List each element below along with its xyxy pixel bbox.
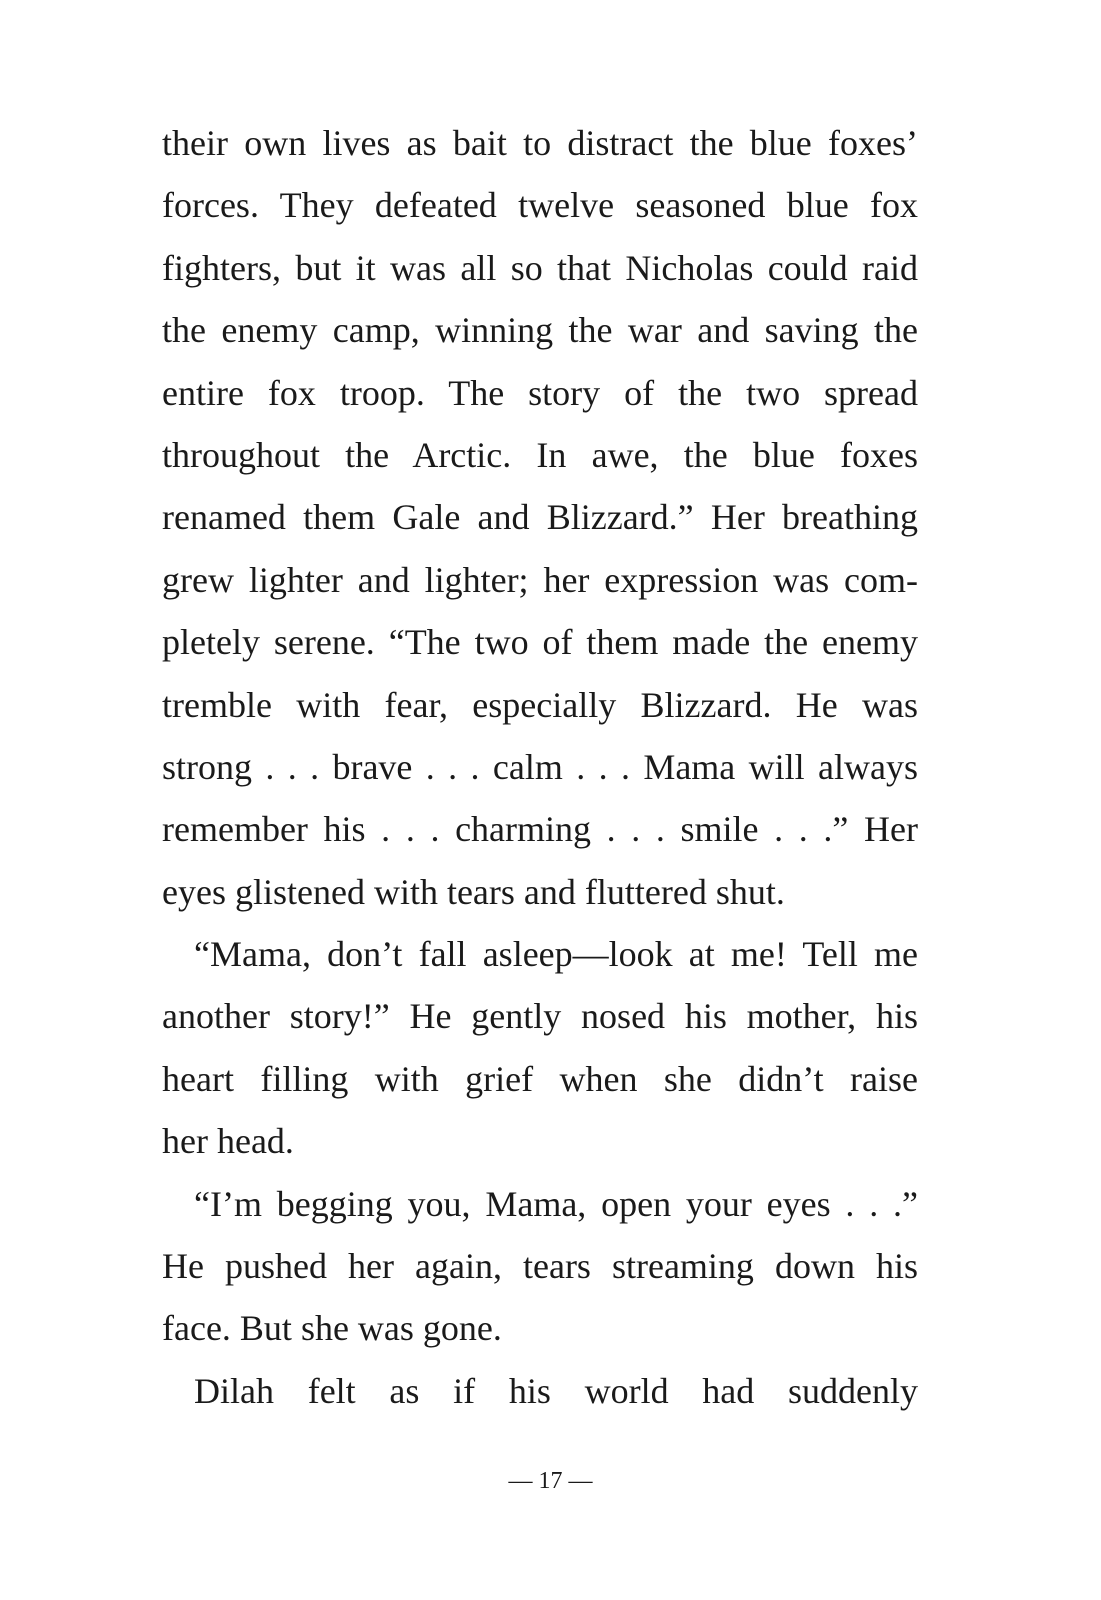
text-line: remember his . . . charming . . . smile . . .” Her: [162, 809, 918, 850]
text-line: He pushed her again, tears streaming down his: [162, 1246, 918, 1287]
text-line: Dilah felt as if his world had suddenly: [194, 1370, 918, 1411]
text-line: fighters, but it was all so that Nicholas could raid: [162, 247, 918, 288]
body-text: [162, 112, 918, 1422]
text-line: another story!” He gently nosed his mother, his: [162, 996, 918, 1037]
text-line: her head.: [162, 1121, 294, 1162]
text-line: strong . . . brave . . . calm . . . Mama will always: [162, 746, 918, 787]
text-line: entire fox troop. The story of the two spread: [162, 372, 918, 413]
text-line: eyes glistened with tears and fluttered shut.: [162, 871, 785, 912]
text-line: forces. They defeated twelve seasoned blue fox: [162, 185, 918, 226]
page-number: — 17 —: [508, 1468, 593, 1494]
text-line: throughout the Arctic. In awe, the blue foxes: [162, 434, 918, 475]
text-line: pletely serene. “The two of them made the enemy: [162, 622, 918, 663]
text-line: their own lives as bait to distract the blue foxes’: [162, 123, 918, 163]
text-line: “I’m begging you, Mama, open your eyes . . .”: [194, 1183, 918, 1224]
text-line: renamed them Gale and Blizzard.” Her breathing: [162, 497, 918, 538]
text-line: grew lighter and lighter; her expression was com-: [162, 559, 918, 600]
text-line: heart filling with grief when she didn’t raise: [162, 1058, 918, 1099]
text-line: the enemy camp, winning the war and saving the: [162, 310, 918, 351]
text-line: face. But she was gone.: [162, 1308, 502, 1349]
text-line: tremble with fear, especially Blizzard. He was: [162, 684, 918, 725]
text-line: “Mama, don’t fall asleep—look at me! Tell me: [194, 934, 918, 975]
